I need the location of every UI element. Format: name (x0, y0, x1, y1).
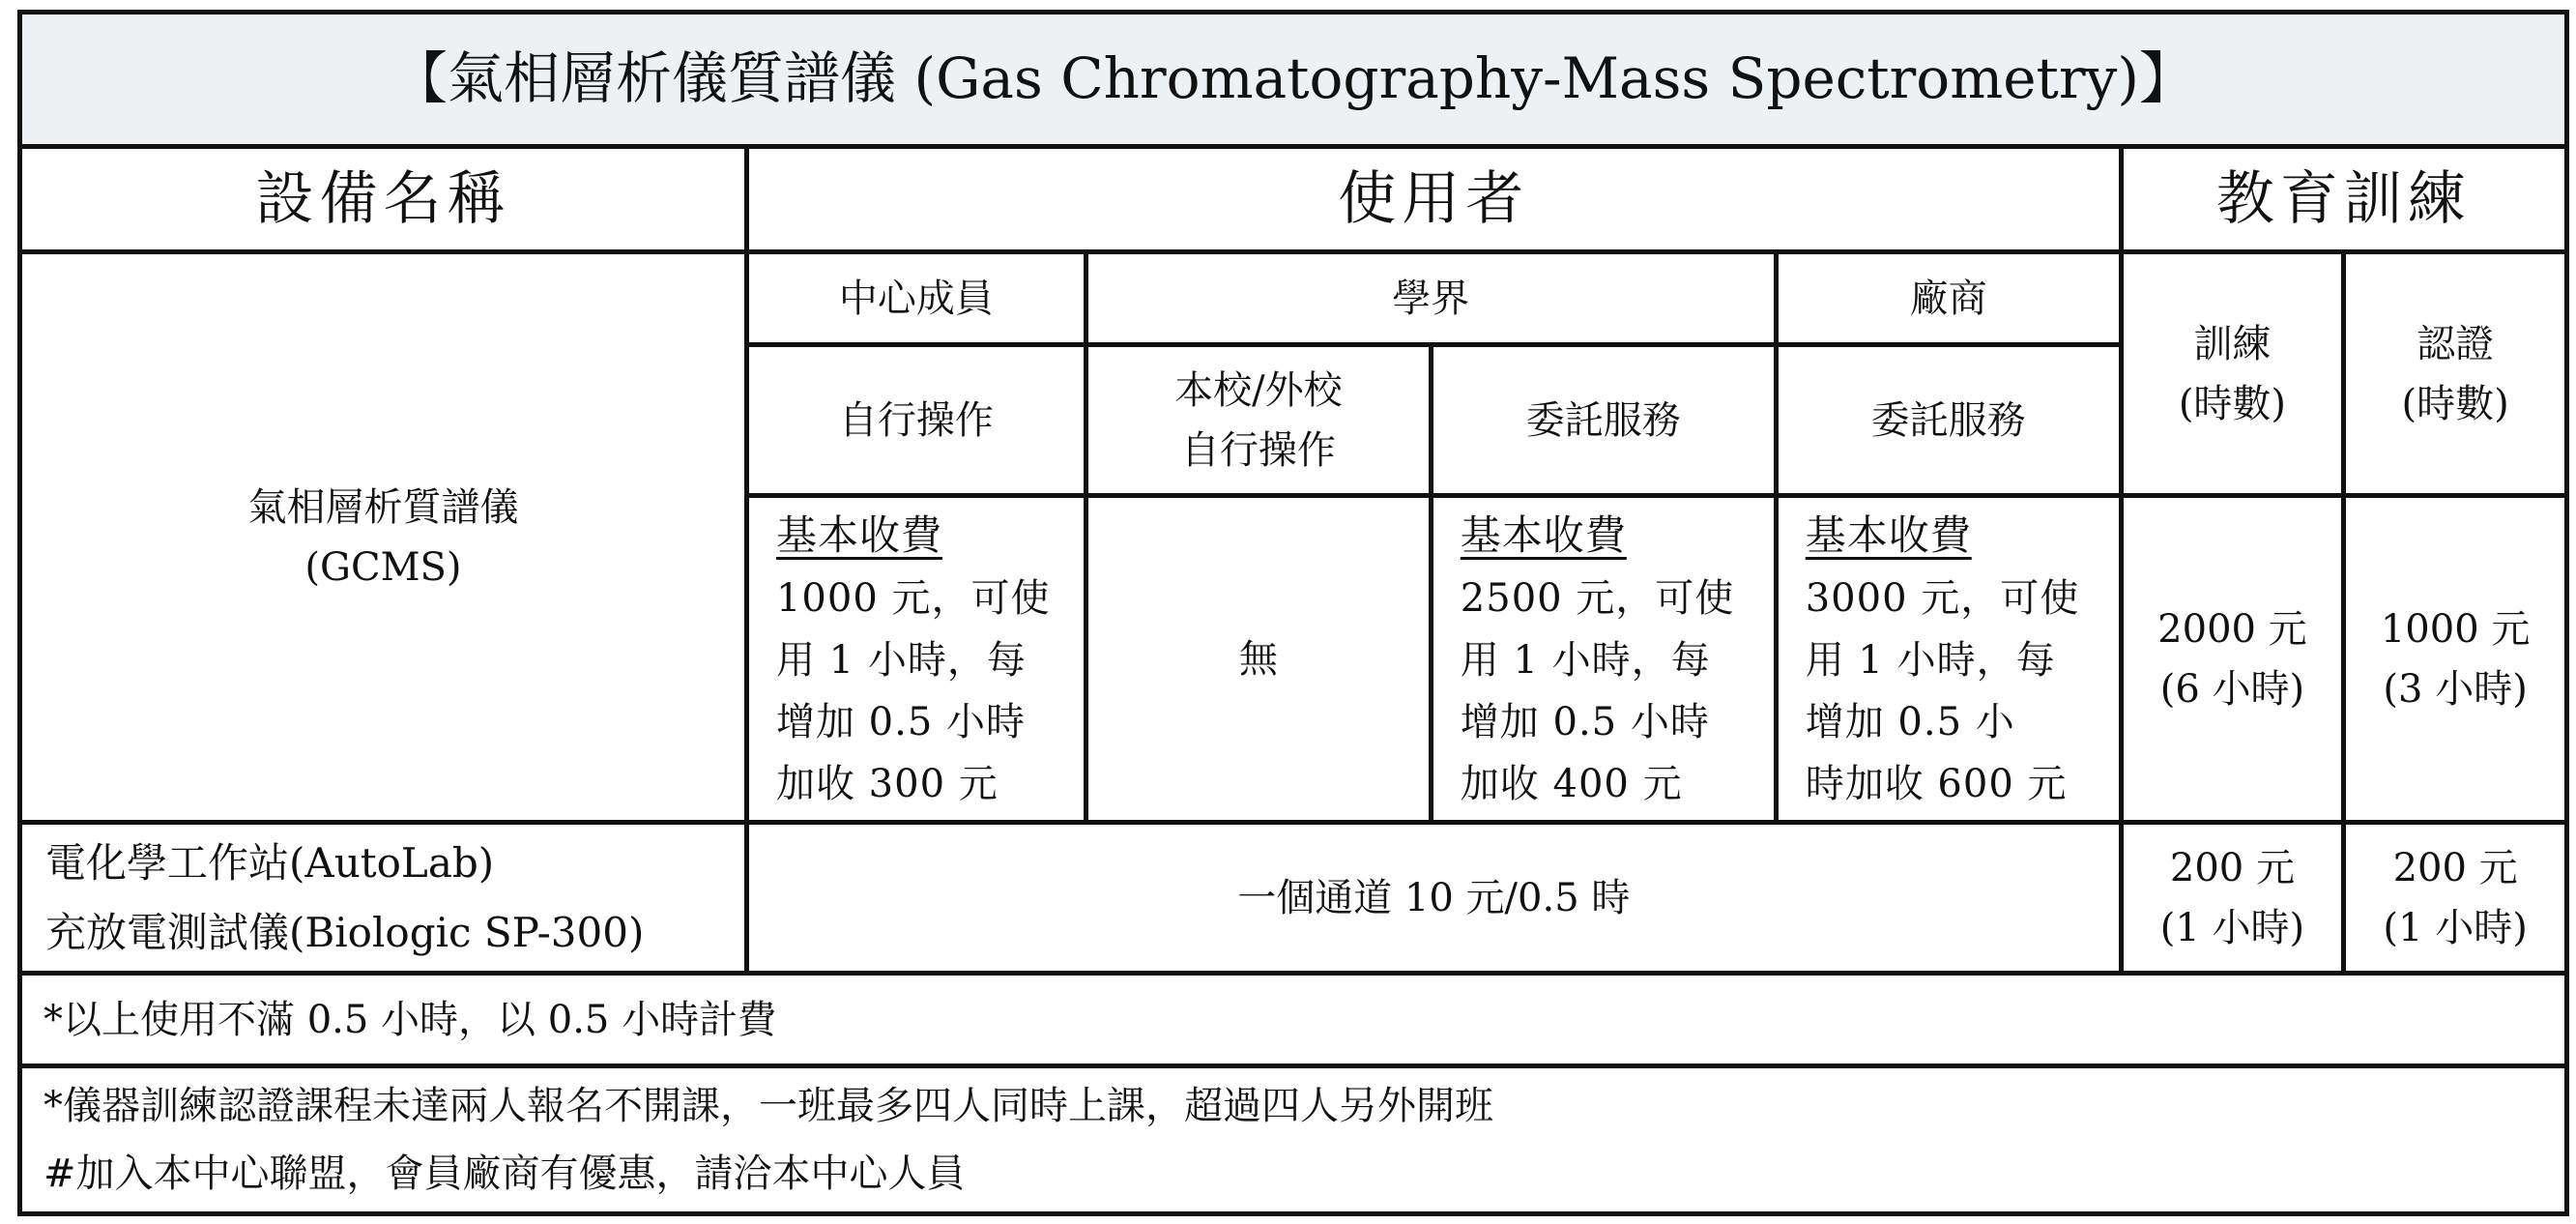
electrochem-name-cell (20, 823, 747, 974)
fee-title: 基本收費 (1805, 510, 1972, 559)
mode-academia-self: 本校/外校 自行操作 (1085, 345, 1431, 496)
note-class-size: *儀器訓練認證課程未達兩人報名不開課，一班最多四人同時上課，超過四人另外開班 (43, 1084, 1493, 1128)
gcms-name: 氣相層析質譜儀 (247, 484, 519, 530)
fee-title: 基本收費 (1460, 510, 1627, 559)
gcms-cert-fee: 1000 元 (3 小時) (2344, 496, 2567, 823)
fee-academia-self: 無 (1085, 496, 1431, 823)
fee-table (17, 10, 2569, 1216)
mode-center-self: 自行操作 (746, 345, 1085, 496)
group-center-members: 中心成員 (746, 252, 1085, 345)
mode-academia-commission: 委託服務 (1431, 345, 1776, 496)
note-billing: *以上使用不滿 0.5 小時，以 0.5 小時計費 (20, 974, 2567, 1066)
gcms-name-cell (20, 252, 747, 823)
fee-vendor-commission: 基本收費 3000 元，可使 用 1 小時，每 增加 0.5 小 時加收 600 元 (1776, 496, 2121, 823)
header-users: 使用者 (746, 147, 2121, 252)
note-membership: #加入本中心聯盟，會員廠商有優惠，請洽本中心人員 (43, 1151, 966, 1196)
fee-title: 基本收費 (775, 510, 942, 559)
electrochem-name-1: 電化學工作站(AutoLab) (45, 839, 495, 888)
gcms-training-fee: 2000 元 (6 小時) (2121, 496, 2344, 823)
electrochem-training-fee: 200 元 (1 小時) (2121, 823, 2344, 974)
group-academia: 學界 (1085, 252, 1776, 345)
table-title: 【氣相層析儀質譜儀 (Gas Chromatography-Mass Spectrometry)】 (20, 13, 2567, 147)
electrochem-cert-fee: 200 元 (1 小時) (2344, 823, 2567, 974)
note-training-course (20, 1066, 2567, 1214)
gcms-abbr: (GCMS) (304, 544, 462, 590)
fee-center-self: 基本收費 1000 元，可使 用 1 小時，每 增加 0.5 小時 加收 300 元 (746, 496, 1085, 823)
header-equipment: 設備名稱 (20, 147, 747, 252)
electrochem-fee: 一個通道 10 元/0.5 時 (746, 823, 2121, 974)
header-training: 教育訓練 (2121, 147, 2566, 252)
fee-academia-commission: 基本收費 2500 元，可使 用 1 小時，每 增加 0.5 小時 加收 400 元 (1431, 496, 1776, 823)
cert-hours-header: 認證 (時數) (2344, 252, 2567, 496)
mode-vendor-commission: 委託服務 (1776, 345, 2121, 496)
group-vendors: 廠商 (1776, 252, 2121, 345)
electrochem-name-2: 充放電測試儀(Biologic SP-300) (45, 908, 645, 956)
training-hours-header: 訓練 (時數) (2121, 252, 2344, 496)
